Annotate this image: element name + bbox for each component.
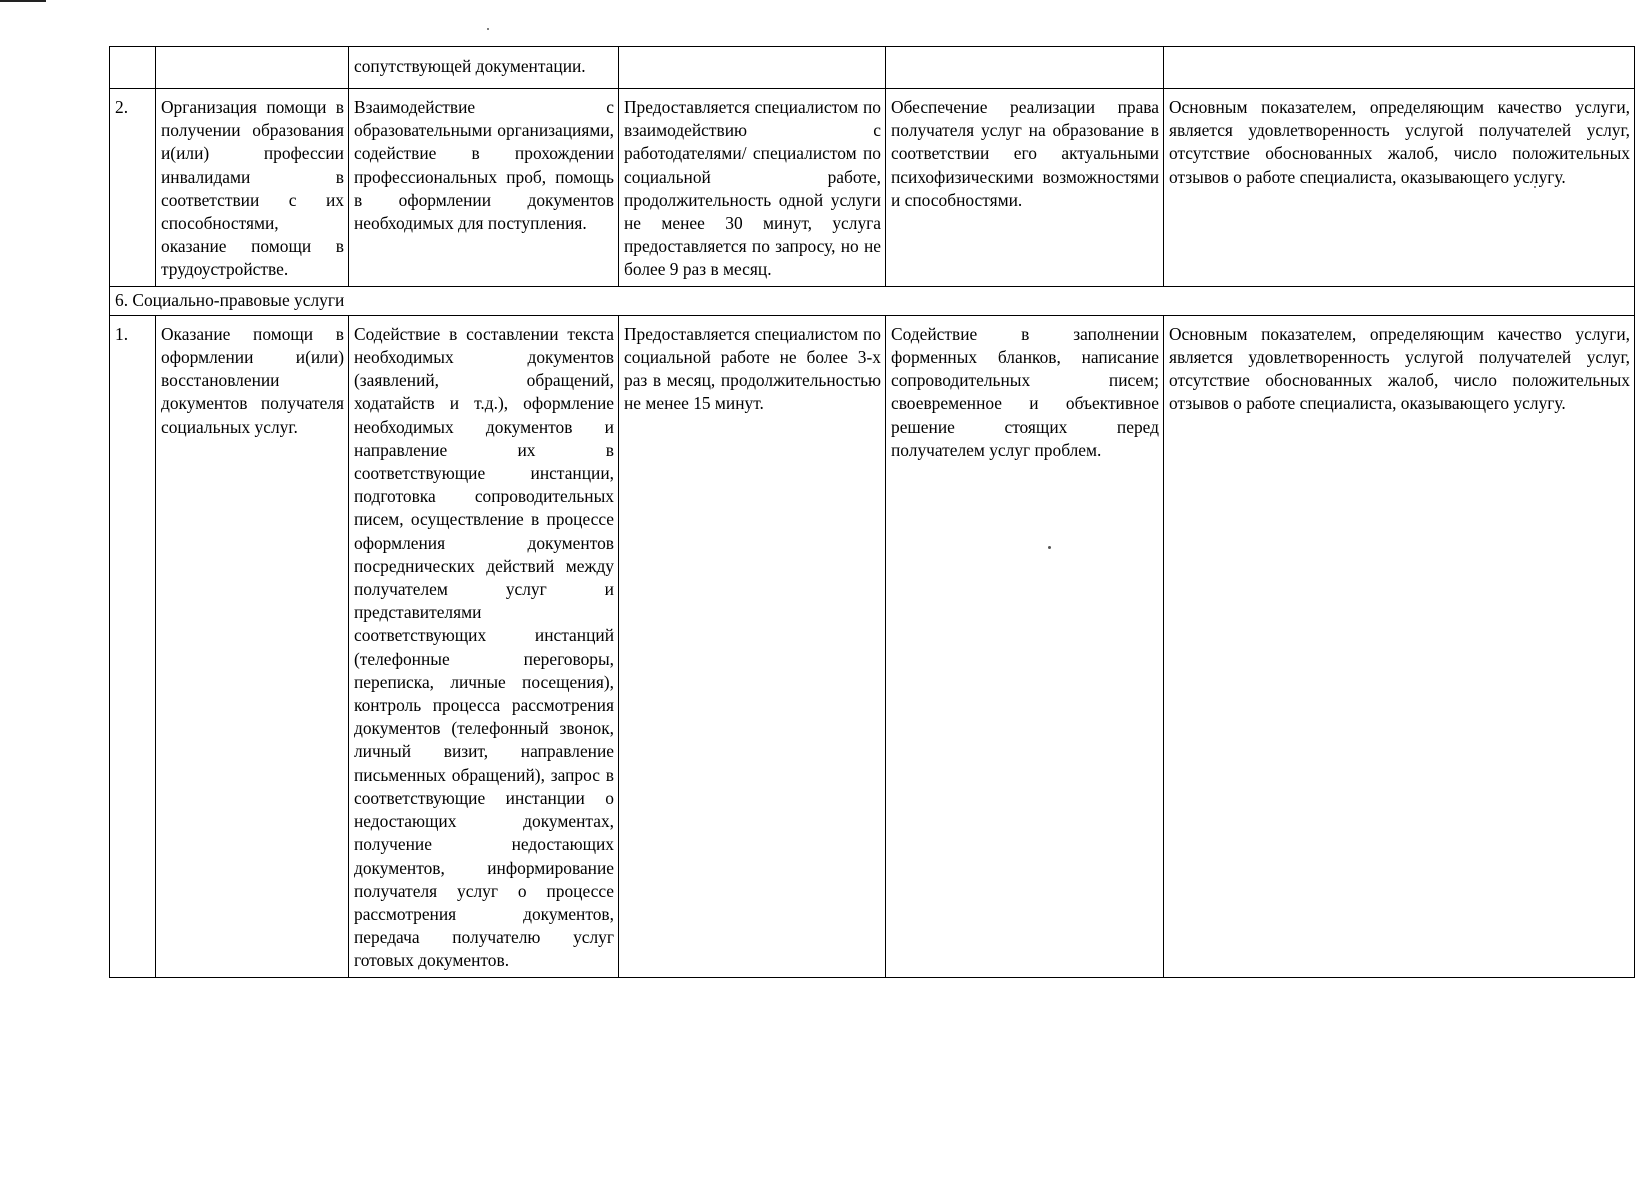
cell-service: Организация помощи в получении образования и(или) профессии инвалидами в соответствии с их способностями, оказание помощи в трудоустройстве. — [156, 89, 349, 287]
section-heading: 6. Социально-правовые услуги — [110, 286, 1635, 315]
cell-terms: Предоставляется специалистом по взаимодействию с работодателями/ специалистом по социальной работе, продолжительность одной услуги не менее 30 минут, услуга предоставляется по запросу, но не более 9 раз в месяц. — [619, 89, 886, 287]
cell-quality — [1164, 47, 1635, 89]
cell-description: сопутствующей документации. — [349, 47, 619, 89]
table-row-service-2 — [110, 89, 1635, 287]
cell-terms — [619, 47, 886, 89]
cell-number: 2. — [110, 89, 156, 287]
cell-service: Оказание помощи в оформлении и(или) восстановлении документов получателя социальных услуг. — [156, 315, 349, 977]
table-row-service-6-1 — [110, 315, 1635, 977]
cell-number: 1. — [110, 315, 156, 977]
scan-edge-mark — [0, 0, 46, 2]
cell-service — [156, 47, 349, 89]
cell-quality: Основным показателем, определяющим качество услуги, является удовлетворенность услугой получателей услуг, отсутствие обоснованных жалоб, число положительных отзывов о работе специалиста, оказывающего услугу. — [1164, 89, 1635, 287]
cell-result: Содействие в заполнении форменных бланков, написание сопроводительных писем; своевременное и объективное решение стоящих перед получателем услуг проблем. — [886, 315, 1164, 977]
cell-result — [886, 47, 1164, 89]
cell-description: Взаимодействие с образовательными организациями, содействие в прохождении профессиональных проб, помощь в оформлении документов необходимых для поступления. — [349, 89, 619, 287]
scan-speck — [487, 28, 489, 30]
cell-description: Содействие в составлении текста необходимых документов (заявлений, обращений, ходатайств и т.д.), оформление необходимых документов и направление их в соответствующие инстанции, подготовка сопроводительных писем, осуществление в процессе оформления документов посреднических действий между получателем услуг и представителями соответствующих инстанций (телефонные переговоры, переписка, личные посещения), контроль процесса рассмотрения документов (телефонный звонок, личный визит, направление письменных обращений), запрос в соответствующие инстанции о недостающих документах, получение недостающих документов, информирование получателя услуг о процессе рассмотрения документов, передача получателю услуг готовых документов. — [349, 315, 619, 977]
table-row-section-6 — [110, 286, 1635, 315]
services-table — [109, 46, 1635, 978]
cell-terms: Предоставляется специалистом по социальной работе не более 3-х раз в месяц, продолжительностью не менее 15 минут. — [619, 315, 886, 977]
table-row-continuation — [110, 47, 1635, 89]
cell-quality: Основным показателем, определяющим качество услуги, является удовлетворенность услугой получателей услуг, отсутствие обоснованных жалоб, число положительных отзывов о работе специалиста, оказывающего услугу. — [1164, 315, 1635, 977]
cell-result: Обеспечение реализации права получателя услуг на образование в соответствии его актуальными психофизическими возможностями и способностями. — [886, 89, 1164, 287]
cell-number — [110, 47, 156, 89]
